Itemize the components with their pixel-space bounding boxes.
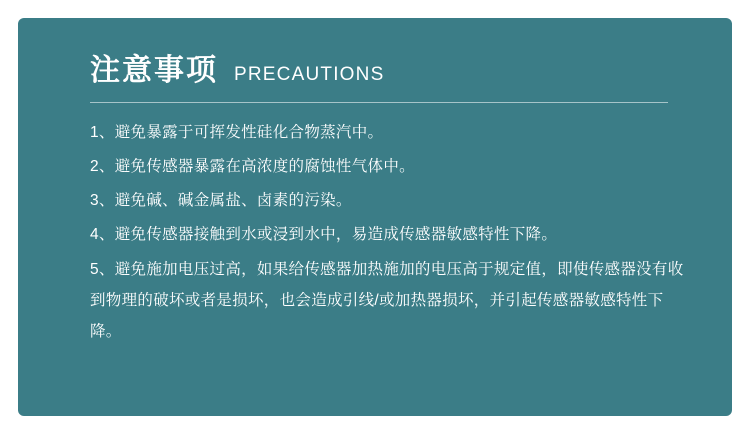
panel-header xyxy=(90,56,384,86)
page-title: 注意事项 xyxy=(90,54,218,87)
precautions-list xyxy=(90,118,690,347)
list-item: 3、避免碱、碱金属盐、卤素的污染。 xyxy=(90,192,352,209)
precautions-panel xyxy=(18,18,732,416)
list-item: 1、避免暴露于可挥发性硅化合物蒸汽中。 xyxy=(90,124,384,141)
page-subtitle: PRECAUTIONS xyxy=(234,64,385,85)
header-divider xyxy=(90,102,668,103)
list-item: 4、避免传感器接触到水或浸到水中，易造成传感器敏感特性下降。 xyxy=(90,226,558,243)
list-item: 2、避免传感器暴露在高浓度的腐蚀性气体中。 xyxy=(90,158,415,175)
list-item: 5、避免施加电压过高，如果给传感器加热施加的电压高于规定值，即使传感器没有收到物理的破坏或者是损坏，也会造成引线/或加热器损坏，并引起传感器敏感特性下降。 xyxy=(90,261,684,340)
